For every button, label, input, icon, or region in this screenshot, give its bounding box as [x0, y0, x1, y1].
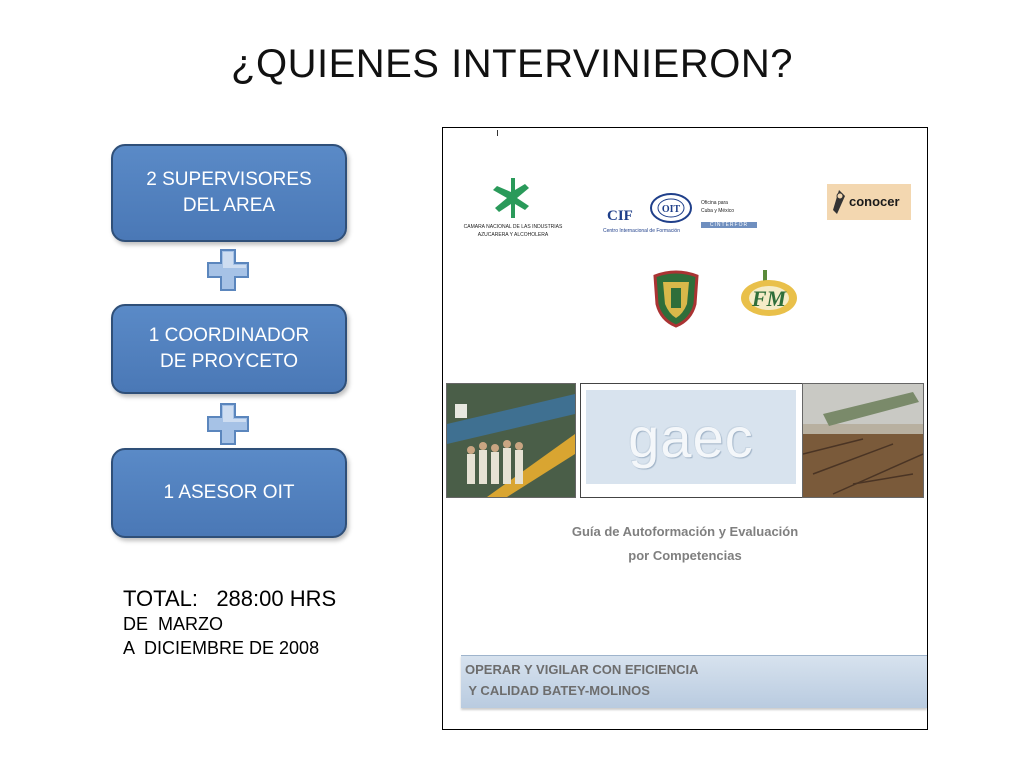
fm-logo-icon — [737, 268, 801, 322]
cover-subtitle-1: Guía de Autoformación y Evaluación — [571, 524, 799, 539]
supervisors-label: 2 SUPERVISORES DEL AREA — [146, 169, 312, 216]
supervisors-box — [111, 144, 347, 242]
shield-logo-icon — [651, 270, 701, 328]
banner-line-1: OPERAR Y VIGILAR CON EFICIENCIA — [465, 662, 699, 677]
plus-icon — [206, 248, 250, 292]
cover-subtitle-2: por Competencias — [628, 548, 742, 563]
conocer-text: conocer — [849, 194, 900, 209]
advisor-box — [111, 448, 347, 538]
conocer-icon — [831, 188, 847, 216]
cif-caption: Centro Internacional de Formación — [603, 228, 680, 234]
plus-icon — [206, 402, 250, 446]
total-hours-block — [123, 586, 336, 660]
oit-office-1: Oficina para — [701, 200, 728, 206]
camara-caption-2: AZUCARERA Y ALCOHOLERA — [477, 232, 549, 238]
oit-office-2: Cuba y México — [701, 208, 735, 214]
cinterfor-label: CINTERFOR — [701, 222, 757, 228]
workers-photo — [446, 383, 576, 498]
advisor-label: 1 ASESOR OIT — [163, 482, 295, 503]
period-end: A DICIEMBRE DE 2008 — [123, 638, 320, 658]
guide-cover-image — [442, 127, 928, 730]
period-start: DE MARZO — [123, 614, 224, 634]
slide-title: ¿QUIENES INTERVINIERON? — [231, 42, 793, 86]
oit-logo-icon — [649, 192, 693, 224]
cif-logo: CIF — [607, 208, 633, 224]
sugarcane-photo — [802, 383, 924, 498]
coordinator-box — [111, 304, 347, 394]
gaec-logo-frame — [580, 383, 804, 498]
banner-line-2: Y CALIDAD BATEY-MOLINOS — [465, 683, 650, 698]
conocer-logo — [827, 184, 911, 220]
photo-strip — [446, 383, 924, 498]
camara-logo-icon — [485, 176, 541, 222]
oit-text: OIT — [661, 204, 681, 215]
gaec-logo: gaec — [586, 390, 796, 484]
camara-caption-1: CAMARA NACIONAL DE LAS INDUSTRIAS — [463, 224, 563, 230]
cover-banner — [461, 655, 927, 708]
fm-text: FM — [751, 286, 787, 311]
total-hours: TOTAL: 288:00 HRS — [123, 586, 337, 611]
coordinator-label: 1 COORDINADOR DE PROYCETO — [148, 325, 310, 372]
